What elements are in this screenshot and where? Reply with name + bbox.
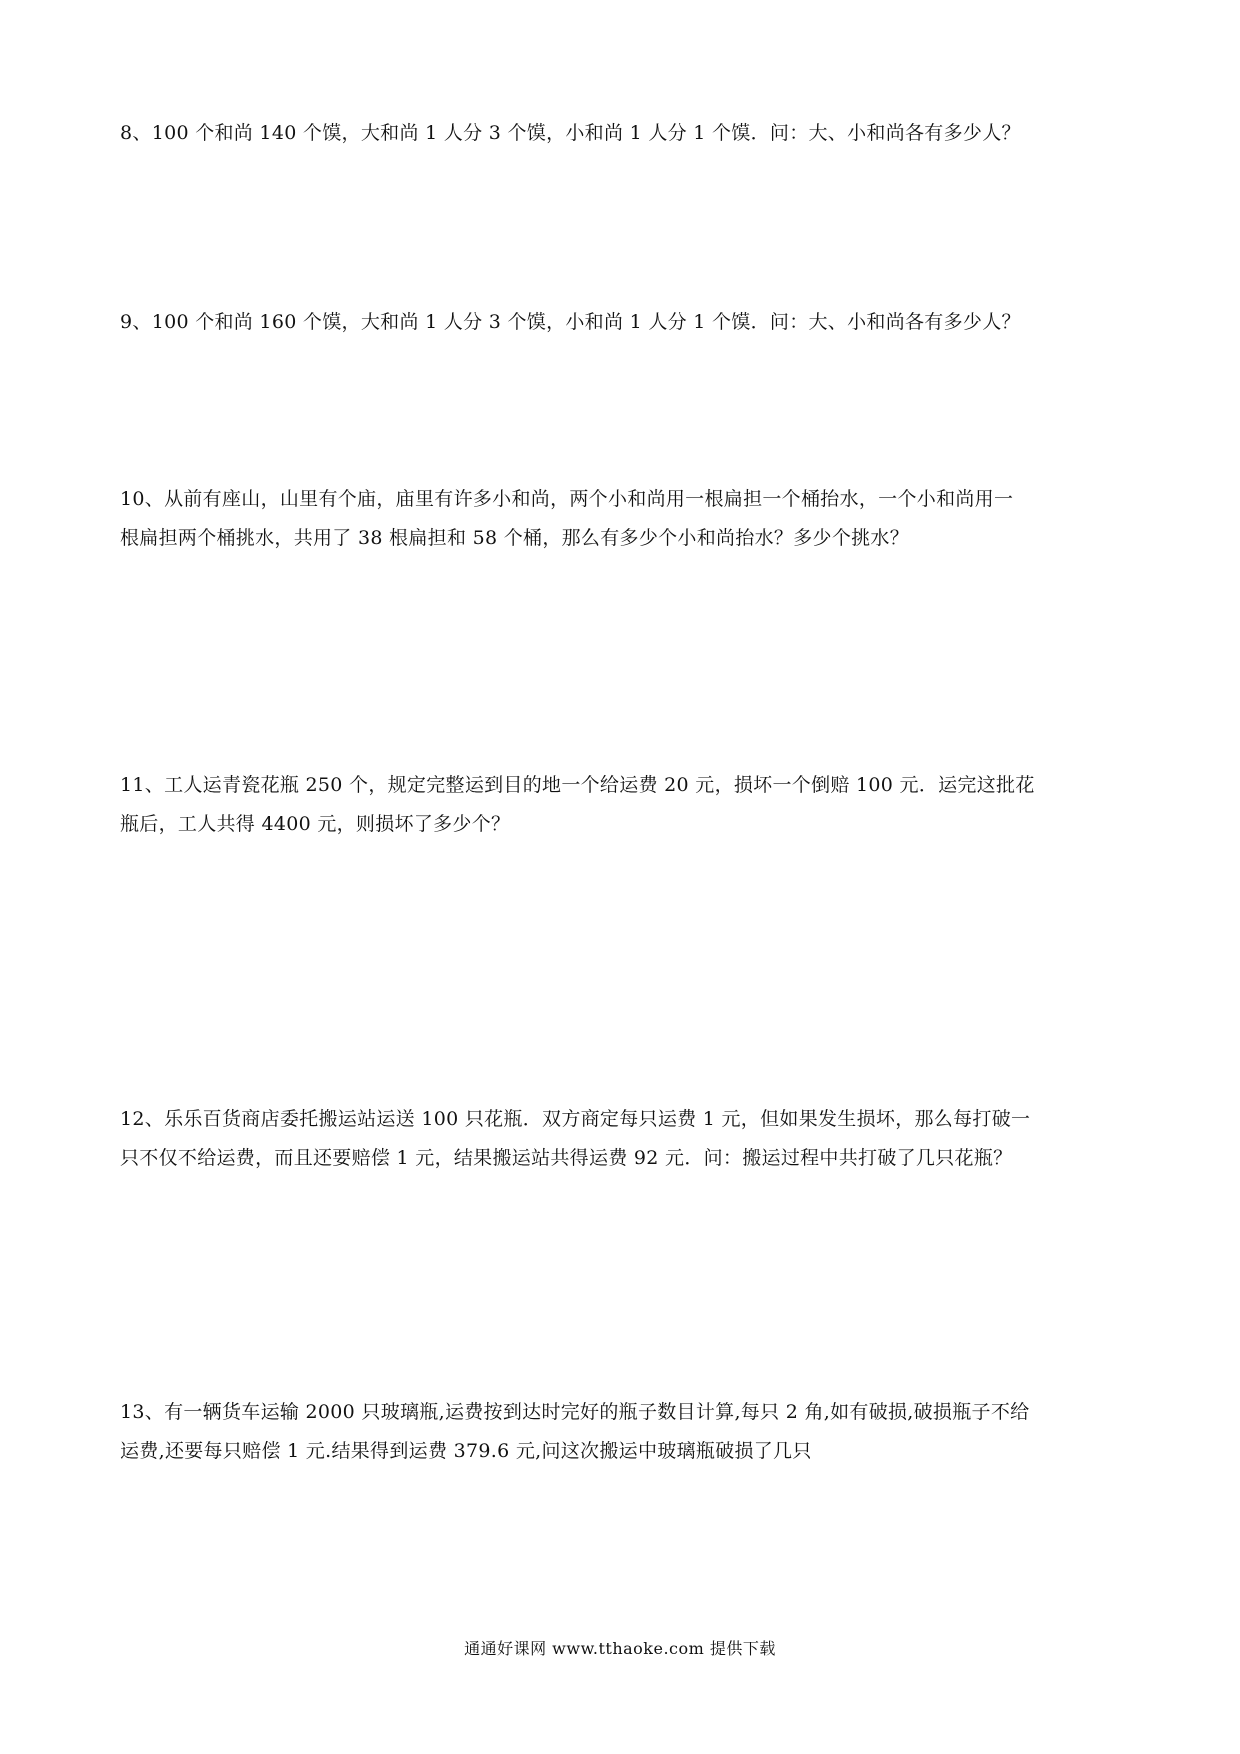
problem-13-line-2: 运费,还要每只赔偿 1 元.结果得到运费 379.6 元,问这次搬运中玻璃瓶破损了几只: [120, 1440, 812, 1462]
problem-9-line-1: 9、100 个和尚 160 个馍，大和尚 1 人分 3 个馍，小和尚 1 人分 1 个馍．问：大、小和尚各有多少人？: [120, 311, 1021, 333]
problem-11: [120, 766, 1130, 844]
problem-10-line-1: 10、从前有座山，山里有个庙，庙里有许多小和尚，两个小和尚用一根扁担一个桶抬水，一个小和尚用一: [120, 488, 1014, 510]
page-footer: 通通好课网 www.tthaoke.com 提供下载: [464, 1639, 776, 1658]
problem-9: [120, 303, 1130, 342]
problem-8: [120, 114, 1130, 153]
problem-8-line-1: 8、100 个和尚 140 个馍，大和尚 1 人分 3 个馍，小和尚 1 人分 1 个馍．问：大、小和尚各有多少人？: [120, 122, 1021, 144]
problem-10-line-2: 根扁担两个桶挑水，共用了 38 根扁担和 58 个桶，那么有多少个小和尚抬水？多少个挑水？: [120, 527, 910, 549]
problem-11-line-1: 11、工人运青瓷花瓶 250 个，规定完整运到目的地一个给运费 20 元，损坏一个倒赔 100 元．运完这批花: [120, 774, 1035, 796]
problem-10: [120, 480, 1130, 558]
problem-11-line-2: 瓶后，工人共得 4400 元，则损坏了多少个？: [120, 813, 511, 835]
problem-12: [120, 1100, 1130, 1178]
problem-13-line-1: 13、有一辆货车运输 2000 只玻璃瓶,运费按到达时完好的瓶子数目计算,每只 2 角,如有破损,破损瓶子不给: [120, 1401, 1030, 1423]
problem-12-line-1: 12、乐乐百货商店委托搬运站运送 100 只花瓶．双方商定每只运费 1 元，但如果发生损坏，那么每打破一: [120, 1108, 1031, 1130]
problem-12-line-2: 只不仅不给运费，而且还要赔偿 1 元，结果搬运站共得运费 92 元．问：搬运过程中共打破了几只花瓶？: [120, 1147, 1013, 1169]
problem-13: [120, 1393, 1130, 1471]
